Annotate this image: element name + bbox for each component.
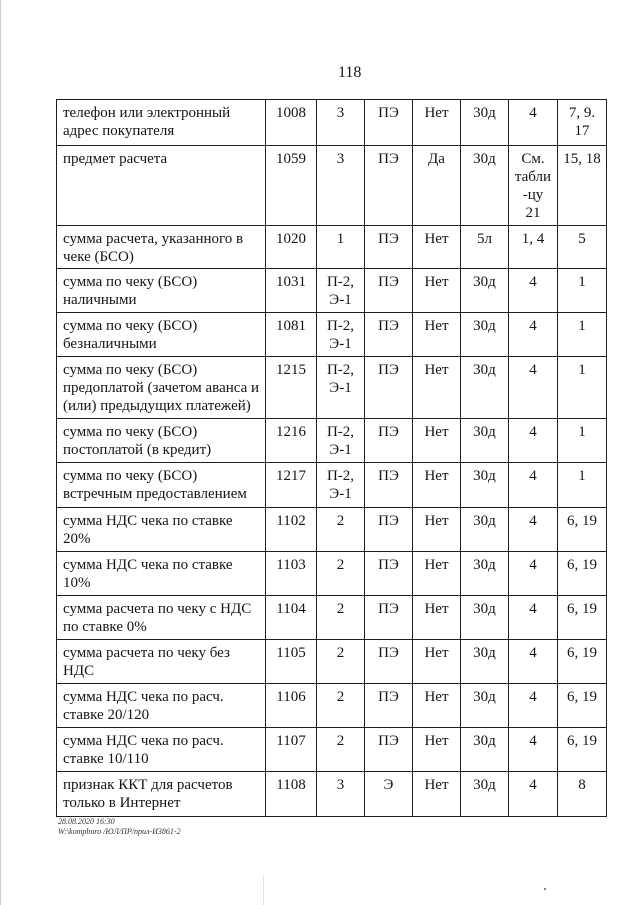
notes-cell: 6, 19 <box>557 640 607 683</box>
retention-cell: 30д <box>460 269 508 312</box>
scan-speck <box>544 888 546 890</box>
mode-cell: ПЭ <box>364 146 412 225</box>
retention-cell: 30д <box>460 100 508 145</box>
notes-cell: 8 <box>557 772 607 816</box>
reference-cell: 4 <box>508 728 557 771</box>
value-type-cell: 3 <box>316 772 364 816</box>
retention-cell: 30д <box>460 419 508 462</box>
tag-number-cell: 1215 <box>265 357 316 418</box>
value-type-cell: П-2, Э-1 <box>316 463 364 507</box>
table-row <box>56 683 607 727</box>
value-type-cell: П-2, Э-1 <box>316 357 364 418</box>
description-cell: предмет расчета <box>56 146 265 225</box>
reference-cell: 4 <box>508 552 557 595</box>
tag-number-cell: 1059 <box>265 146 316 225</box>
scan-mark <box>263 876 264 905</box>
reference-cell: 4 <box>508 463 557 507</box>
mode-cell: ПЭ <box>364 552 412 595</box>
table-row <box>56 462 607 507</box>
flag-cell: Нет <box>412 357 460 418</box>
tag-number-cell: 1008 <box>265 100 316 145</box>
tag-number-cell: 1106 <box>265 684 316 727</box>
description-cell: сумма НДС чека по расч. ставке 20/120 <box>56 684 265 727</box>
notes-cell: 6, 19 <box>557 508 607 551</box>
tag-number-cell: 1031 <box>265 269 316 312</box>
flag-cell: Да <box>412 146 460 225</box>
table-row <box>56 639 607 683</box>
flag-cell: Нет <box>412 508 460 551</box>
mode-cell: ПЭ <box>364 313 412 356</box>
reference-cell: 4 <box>508 772 557 816</box>
retention-cell: 30д <box>460 728 508 771</box>
scan-edge-line <box>0 0 1 905</box>
description-cell: телефон или электронный адрес покупателя <box>56 100 265 145</box>
flag-cell: Нет <box>412 269 460 312</box>
tag-number-cell: 1108 <box>265 772 316 816</box>
data-table <box>56 99 607 817</box>
mode-cell: ПЭ <box>364 357 412 418</box>
retention-cell: 30д <box>460 772 508 816</box>
reference-cell: 4 <box>508 269 557 312</box>
table-row <box>56 356 607 418</box>
retention-cell: 30д <box>460 640 508 683</box>
page-number: 118 <box>338 64 362 81</box>
footer-file-path: W:\kompburo /ЮЛ/ПР/прил-И3861-2 <box>58 827 181 836</box>
notes-cell: 1 <box>557 313 607 356</box>
flag-cell: Нет <box>412 684 460 727</box>
notes-cell: 15, 18 <box>557 146 607 225</box>
table-row <box>56 225 607 268</box>
retention-cell: 30д <box>460 357 508 418</box>
table-row <box>56 418 607 462</box>
tag-number-cell: 1102 <box>265 508 316 551</box>
footer-timestamp: 28.08.2020 16:30 <box>58 817 115 826</box>
flag-cell: Нет <box>412 313 460 356</box>
tag-number-cell: 1107 <box>265 728 316 771</box>
description-cell: сумма по чеку (БСО) встречным предоставлением <box>56 463 265 507</box>
table-row <box>56 145 607 225</box>
reference-cell: 4 <box>508 100 557 145</box>
value-type-cell: 2 <box>316 684 364 727</box>
value-type-cell: 1 <box>316 226 364 268</box>
flag-cell: Нет <box>412 463 460 507</box>
reference-cell: 4 <box>508 640 557 683</box>
value-type-cell: 2 <box>316 596 364 639</box>
value-type-cell: 2 <box>316 552 364 595</box>
tag-number-cell: 1020 <box>265 226 316 268</box>
description-cell: сумма по чеку (БСО) постоплатой (в кредит) <box>56 419 265 462</box>
reference-cell: 4 <box>508 684 557 727</box>
flag-cell: Нет <box>412 728 460 771</box>
reference-cell: См. табли -цу 21 <box>508 146 557 225</box>
value-type-cell: 3 <box>316 146 364 225</box>
mode-cell: Э <box>364 772 412 816</box>
flag-cell: Нет <box>412 226 460 268</box>
reference-cell: 1, 4 <box>508 226 557 268</box>
flag-cell: Нет <box>412 419 460 462</box>
mode-cell: ПЭ <box>364 226 412 268</box>
notes-cell: 7, 9. 17 <box>557 100 607 145</box>
value-type-cell: 2 <box>316 508 364 551</box>
mode-cell: ПЭ <box>364 269 412 312</box>
table-row <box>56 727 607 771</box>
notes-cell: 1 <box>557 463 607 507</box>
notes-cell: 1 <box>557 419 607 462</box>
description-cell: сумма по чеку (БСО) безналичными <box>56 313 265 356</box>
tag-number-cell: 1216 <box>265 419 316 462</box>
mode-cell: ПЭ <box>364 463 412 507</box>
value-type-cell: 3 <box>316 100 364 145</box>
value-type-cell: 2 <box>316 640 364 683</box>
reference-cell: 4 <box>508 419 557 462</box>
tag-number-cell: 1104 <box>265 596 316 639</box>
table-row <box>56 312 607 356</box>
notes-cell: 6, 19 <box>557 552 607 595</box>
description-cell: сумма по чеку (БСО) предоплатой (зачетом аванса и (или) предыдущих платежей) <box>56 357 265 418</box>
flag-cell: Нет <box>412 772 460 816</box>
description-cell: сумма НДС чека по расч. ставке 10/110 <box>56 728 265 771</box>
flag-cell: Нет <box>412 596 460 639</box>
retention-cell: 30д <box>460 146 508 225</box>
description-cell: сумма по чеку (БСО) наличными <box>56 269 265 312</box>
tag-number-cell: 1081 <box>265 313 316 356</box>
reference-cell: 4 <box>508 313 557 356</box>
mode-cell: ПЭ <box>364 508 412 551</box>
reference-cell: 4 <box>508 357 557 418</box>
retention-cell: 30д <box>460 463 508 507</box>
retention-cell: 30д <box>460 684 508 727</box>
notes-cell: 5 <box>557 226 607 268</box>
mode-cell: ПЭ <box>364 596 412 639</box>
table-row <box>56 268 607 312</box>
mode-cell: ПЭ <box>364 419 412 462</box>
retention-cell: 30д <box>460 313 508 356</box>
value-type-cell: П-2, Э-1 <box>316 269 364 312</box>
retention-cell: 5л <box>460 226 508 268</box>
reference-cell: 4 <box>508 596 557 639</box>
value-type-cell: П-2, Э-1 <box>316 419 364 462</box>
reference-cell: 4 <box>508 508 557 551</box>
table-row <box>56 507 607 551</box>
notes-cell: 1 <box>557 357 607 418</box>
description-cell: сумма расчета по чеку без НДС <box>56 640 265 683</box>
mode-cell: ПЭ <box>364 684 412 727</box>
description-cell: сумма НДС чека по ставке 20% <box>56 508 265 551</box>
notes-cell: 6, 19 <box>557 684 607 727</box>
footer-stamp <box>58 817 181 837</box>
value-type-cell: П-2, Э-1 <box>316 313 364 356</box>
mode-cell: ПЭ <box>364 640 412 683</box>
tag-number-cell: 1105 <box>265 640 316 683</box>
notes-cell: 6, 19 <box>557 596 607 639</box>
retention-cell: 30д <box>460 508 508 551</box>
description-cell: признак ККТ для расчетов только в Интернет <box>56 772 265 816</box>
retention-cell: 30д <box>460 596 508 639</box>
tag-number-cell: 1217 <box>265 463 316 507</box>
description-cell: сумма расчета по чеку с НДС по ставке 0% <box>56 596 265 639</box>
table-row <box>56 551 607 595</box>
description-cell: сумма расчета, указанного в чеке (БСО) <box>56 226 265 268</box>
tag-number-cell: 1103 <box>265 552 316 595</box>
notes-cell: 1 <box>557 269 607 312</box>
retention-cell: 30д <box>460 552 508 595</box>
table-row <box>56 595 607 639</box>
value-type-cell: 2 <box>316 728 364 771</box>
table-row <box>56 99 607 145</box>
flag-cell: Нет <box>412 100 460 145</box>
description-cell: сумма НДС чека по ставке 10% <box>56 552 265 595</box>
flag-cell: Нет <box>412 552 460 595</box>
mode-cell: ПЭ <box>364 728 412 771</box>
notes-cell: 6, 19 <box>557 728 607 771</box>
flag-cell: Нет <box>412 640 460 683</box>
table-row <box>56 771 607 817</box>
mode-cell: ПЭ <box>364 100 412 145</box>
